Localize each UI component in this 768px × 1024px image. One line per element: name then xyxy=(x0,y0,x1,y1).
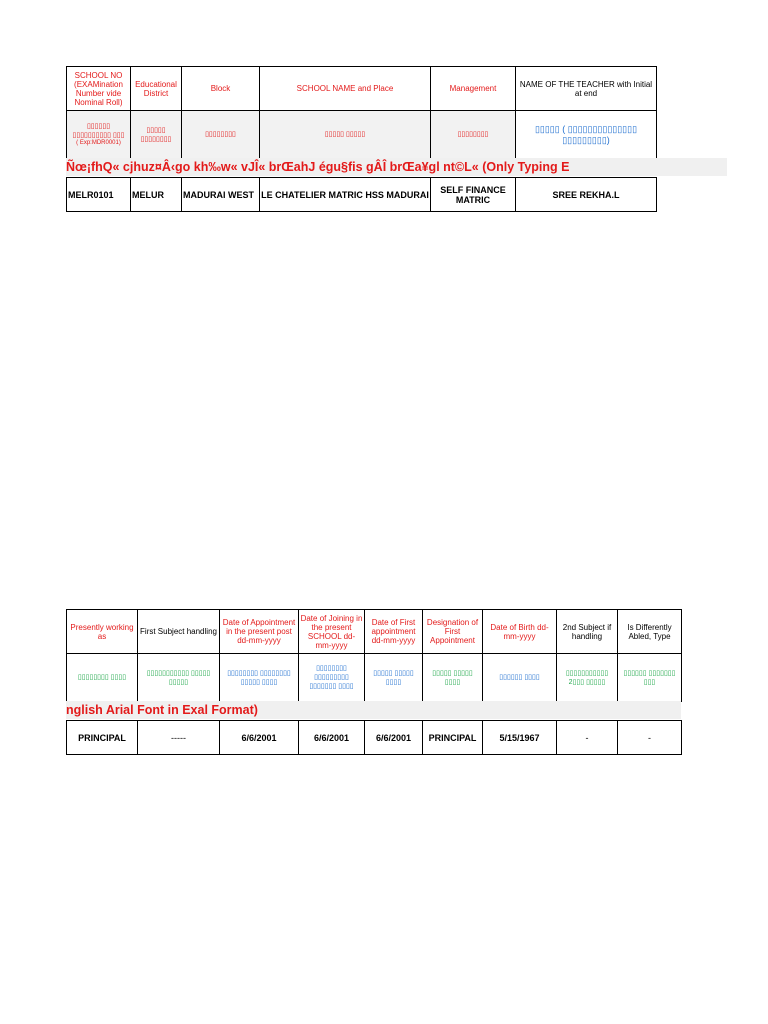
tamil-label-presently-working: ▯▯▯▯▯▯▯▯ ▯▯▯▯ xyxy=(67,654,138,702)
header-row xyxy=(67,67,657,111)
cell-block: MADURAI WEST xyxy=(182,178,260,212)
cell-school-no: MELR0101 xyxy=(67,178,131,212)
instruction-banner-part1: Ñœ¡fhQ« cjhuz¤Â‹go kh‰w« vJÎ« brŒahJ égu§fis gÂÎ brŒa¥gl nt©L« (Only Typing E xyxy=(66,158,727,176)
tamil-label-management: ▯▯▯▯▯▯▯▯ xyxy=(431,111,516,159)
tamil-label-row xyxy=(67,654,682,702)
cell-date-of-birth: 5/15/1967 xyxy=(483,721,557,755)
header-block: Block xyxy=(182,67,260,111)
cell-date-appointment-present: 6/6/2001 xyxy=(220,721,299,755)
tamil-label-designation-first: ▯▯▯▯▯ ▯▯▯▯▯ ▯▯▯▯ xyxy=(423,654,483,702)
header-second-subject: 2nd Subject if handling xyxy=(557,610,618,654)
tamil-label-school-name: ▯▯▯▯▯ ▯▯▯▯▯ xyxy=(260,111,431,159)
table-row xyxy=(67,721,682,755)
cell-date-first-appointment: 6/6/2001 xyxy=(365,721,423,755)
header-row xyxy=(67,610,682,654)
teacher-table-part1 xyxy=(66,66,657,159)
teacher-data-part2 xyxy=(66,720,682,755)
tamil-label-second-subject: ▯▯▯▯▯▯▯▯▯▯▯ 2▯▯▯ ▯▯▯▯▯ xyxy=(557,654,618,702)
cell-presently-working: PRINCIPAL xyxy=(67,721,138,755)
header-school-name: SCHOOL NAME and Place xyxy=(260,67,431,111)
header-designation-first: Designation of First Appointment xyxy=(423,610,483,654)
tamil-label-date-joining: ▯▯▯▯▯▯▯▯ ▯▯▯▯▯▯▯▯▯ ▯▯▯▯▯▯▯ ▯▯▯▯ xyxy=(299,654,365,702)
header-management: Management xyxy=(431,67,516,111)
tamil-label-row xyxy=(67,111,657,159)
cell-designation-first: PRINCIPAL xyxy=(423,721,483,755)
header-differently-abled: Is Differently Abled, Type xyxy=(618,610,682,654)
header-educational-district: Educational District xyxy=(131,67,182,111)
cell-educational-district: MELUR xyxy=(131,178,182,212)
cell-date-joining: 6/6/2001 xyxy=(299,721,365,755)
header-date-first-appointment: Date of First appointment dd-mm-yyyy xyxy=(365,610,423,654)
header-date-of-birth: Date of Birth dd-mm-yyyy xyxy=(483,610,557,654)
tamil-label-date-first-appointment: ▯▯▯▯▯ ▯▯▯▯▯ ▯▯▯▯ xyxy=(365,654,423,702)
cell-management: SELF FINANCE MATRIC xyxy=(431,178,516,212)
cell-teacher-name: SREE REKHA.L xyxy=(516,178,657,212)
header-presently-working: Presently working as xyxy=(67,610,138,654)
header-first-subject: First Subject handling xyxy=(138,610,220,654)
tamil-label-school-no: ▯▯▯▯▯▯ ▯▯▯▯▯▯▯▯▯▯ ▯▯▯ ( Exp:MDR0001) xyxy=(67,111,131,159)
header-date-appointment-present: Date of Appointment in the present post dd-mm-yyyy xyxy=(220,610,299,654)
tamil-label-date-of-birth: ▯▯▯▯▯▯ ▯▯▯▯ xyxy=(483,654,557,702)
teacher-data-part1 xyxy=(66,177,657,212)
teacher-table-part2 xyxy=(66,609,682,702)
cell-first-subject: ----- xyxy=(138,721,220,755)
cell-differently-abled: - xyxy=(618,721,682,755)
tamil-label-date-appointment-present: ▯▯▯▯▯▯▯▯ ▯▯▯▯▯▯▯▯ ▯▯▯▯▯ ▯▯▯▯ xyxy=(220,654,299,702)
tamil-label-first-subject: ▯▯▯▯▯▯▯▯▯▯▯ ▯▯▯▯▯ ▯▯▯▯▯ xyxy=(138,654,220,702)
header-teacher-name: NAME OF THE TEACHER with Initial at end xyxy=(516,67,657,111)
tamil-label-block: ▯▯▯▯▯▯▯▯ xyxy=(182,111,260,159)
header-date-joining: Date of Joining in the present SCHOOL dd-mm-yyyy xyxy=(299,610,365,654)
tamil-label-district: ▯▯▯▯▯ ▯▯▯▯▯▯▯▯ xyxy=(131,111,182,159)
table-row xyxy=(67,178,657,212)
tamil-label-teacher-name: ▯▯▯▯▯ ( ▯▯▯▯▯▯▯▯▯▯▯▯▯▯ ▯▯▯▯▯▯▯▯▯) xyxy=(516,111,657,159)
cell-school-name: LE CHATELIER MATRIC HSS MADURAI xyxy=(260,178,431,212)
tamil-label-differently-abled: ▯▯▯▯▯▯ ▯▯▯▯▯▯▯ ▯▯▯ xyxy=(618,654,682,702)
cell-second-subject: - xyxy=(557,721,618,755)
header-school-no: SCHOOL NO (EXAMination Number vide Nominal Roll) xyxy=(67,67,131,111)
instruction-banner-part2: nglish Arial Font in Exal Format) xyxy=(66,701,681,719)
